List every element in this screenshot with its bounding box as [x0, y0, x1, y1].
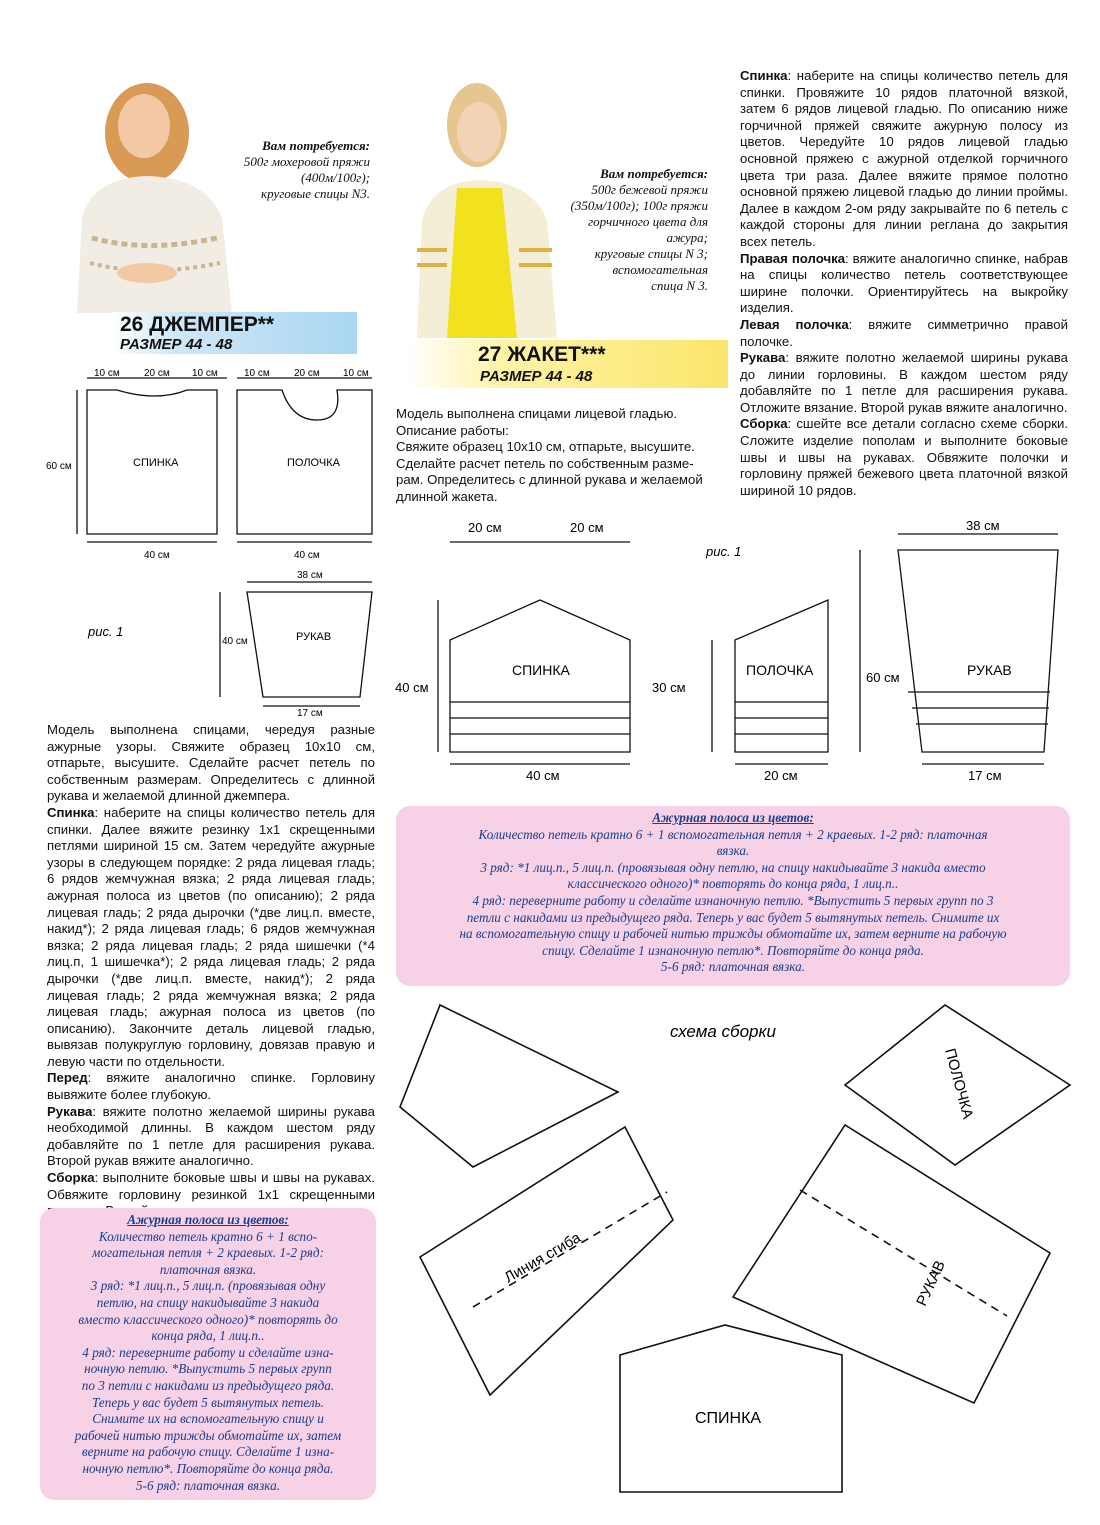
- intro-27: [396, 406, 732, 506]
- section-text: : наберите на спицы количество петель для спинки. Далее вяжите резинку 1х1 скрещенными петлями шириной 15 см. Затем чередуйте ажурные узоры в следующем порядке: 2 ряда лицевая гладь; 6 рядов жемчужная вязка; 2 ряда лицевая гладь; ажурная полоса из цветов (по описанию); 2 ряда лицевая гладь; 2 ряда дырочки (*две лиц.п. вместе, накид*); 2 ряда лицевая гладь; 6 рядов жемчужная вязка; 2 ряда лицевая гладь; 2 ряда шишечки (*4 лиц.п, 1 шишечка*); 2 ряда лицевая гладь; 2 ряда дырочки (*две лиц.п. вместе, накид*); 2 ряда лицевая гладь; 2 ряда жемчужная вязка; 2 ряда лицевая гладь; ажурная полоса из цветов (по описанию). Закончите деталь лицевой гладью, вывязав полукруглую горловину, довязав правую и левую части по отдельности.: [47, 804, 375, 1069]
- dim-label: 38 см: [297, 570, 323, 581]
- lace-line: петлю, на спицу накидывайте 3 накида: [96, 1294, 320, 1310]
- back-label: СПИНКА: [695, 1410, 762, 1427]
- sleeve-label: РУКАВ: [296, 631, 332, 643]
- lace-line: ночную петлю. *Выпустить 5 первых групп: [84, 1361, 332, 1377]
- dim-label: 20 см: [764, 768, 798, 783]
- dim-label: 20 см: [294, 368, 320, 379]
- needs-line: круговые спицы N 3;: [594, 246, 708, 261]
- title-band-26: [112, 312, 357, 354]
- materials-list-26: [190, 138, 370, 202]
- dim-label: 10 см: [343, 368, 369, 379]
- pattern-title: 27 ЖАКЕТ***: [478, 343, 606, 366]
- back-label: СПИНКА: [512, 662, 570, 678]
- assembly-scheme: [390, 995, 1090, 1505]
- section-text: : вяжите аналогично спинке, набрав на спицы количество петель соответствующее ширине полочки. Ориентируйтесь на выкройку изделия.: [740, 250, 1068, 316]
- lace-line: вязка.: [716, 843, 750, 859]
- fold-line-label: Линия сгиба: [501, 1229, 584, 1287]
- dim-label: 30 см: [652, 680, 686, 695]
- intro-paragraph: Модель выполнена спицами, чередуя разные ажурные узоры. Свяжите образец 10х10 см, отпарьте, высушите. Сделайте расчет петель по собственным размерам. Определитесь с длинной рукава и желаемой длинной джемпера.: [47, 722, 375, 804]
- sleeve-label: РУКАВ: [913, 1258, 949, 1309]
- needs-line: круговые спицы N3.: [261, 186, 370, 201]
- lace-line: 5-6 ряд: платочная вязка.: [135, 1477, 281, 1493]
- lace-line: 3 ряд: *1 лиц.п., 5 лиц.п. (провязывая одну: [90, 1278, 326, 1294]
- needs-line: (400м/100г);: [301, 170, 370, 185]
- section-heading: Спинка: [47, 804, 95, 820]
- dim-label: 10 см: [244, 368, 270, 379]
- section-heading: Перед: [47, 1070, 88, 1086]
- needs-line: (350м/100г); 100г пряжи: [570, 198, 708, 213]
- lace-line: верните на рабочую спицу. Сделайте 1 изна-: [81, 1444, 335, 1460]
- intro-line: Сделайте расчет петель по собственным разме-: [396, 455, 694, 471]
- intro-line: Описание работы:: [396, 422, 509, 438]
- dim-label: 10 см: [192, 368, 218, 379]
- lace-line: платочная вязка.: [159, 1261, 257, 1277]
- intro-line: длинной жакета.: [396, 488, 498, 504]
- dim-label: 17 см: [297, 708, 323, 719]
- needs-line: спица N 3.: [651, 278, 708, 293]
- section-heading: Сборка: [740, 416, 788, 432]
- lace-title: Ажурная полоса из цветов:: [652, 810, 814, 825]
- dim-label: 40 см: [144, 550, 170, 561]
- dim-label: 20 см: [144, 368, 170, 379]
- needs-line: 500г мохеровой пряжи: [243, 154, 370, 169]
- lace-line: Снимите их на вспомогательную спицу и: [92, 1411, 324, 1427]
- front-label: ПОЛОЧКА: [287, 457, 340, 469]
- section-heading: Левая полочка: [740, 316, 849, 332]
- lace-line: ночную петлю*. Повторяйте до конца ряда.: [82, 1460, 334, 1476]
- pattern-size: РАЗМЕР 44 - 48: [120, 336, 233, 353]
- lace-line: на вспомогательную спицу и рабочей нитью трижды обмотайте их, затем верните на рабочую: [459, 926, 1007, 942]
- section-text: : выполните боковые швы и швы на рукавах. Обвяжите горловину резинкой 1х1 скрещенными: [47, 1170, 375, 1202]
- materials-list-27: [520, 166, 708, 294]
- lace-line: классического одного)* повторять до конца ряда, 1 лиц.п..: [567, 876, 899, 892]
- section-heading: Сборка: [47, 1170, 95, 1186]
- pattern-size: РАЗМЕР 44 - 48: [480, 368, 593, 385]
- pattern-diagram-27: [390, 512, 1090, 792]
- lace-line: рабочей нитью трижды обмотайте их, затем: [74, 1427, 342, 1443]
- section-text: : вяжите полотно желаемой ширины рукава до линии горловины. В каждом шестом ряду добавляйте по 1 петле для расширения рукава. Отложите вязание. Второй рукав вяжите аналогично.: [740, 350, 1068, 415]
- lace-line: спицу. Сделайте 1 изнаночную петлю*. Повторяйте до конца ряда.: [542, 942, 924, 958]
- lace-line: конца ряда, 1 лиц.п..: [151, 1328, 265, 1344]
- front-label: ПОЛОЧКА: [746, 662, 814, 678]
- pattern-diagram-26: [40, 362, 390, 720]
- dim-label: 38 см: [966, 518, 1000, 533]
- lace-line: петли с накидами из предыдущего ряда. Теперь у вас будет 5 вытянутых петель. Снимите их: [466, 909, 1000, 925]
- dim-label: 20 см: [468, 520, 502, 535]
- intro-line: Модель выполнена спицами лицевой гладью.: [396, 406, 678, 421]
- needs-line: ажура;: [666, 230, 708, 245]
- dim-label: 60 см: [46, 461, 72, 472]
- section-text: : вяжите симметрично правой полочке.: [740, 316, 1068, 349]
- needs-line: 500г бежевой пряжи: [591, 182, 708, 197]
- dim-label: 40 см: [395, 680, 429, 695]
- figure-label: рис. 1: [88, 624, 124, 639]
- pattern-title: 26 ДЖЕМПЕР**: [120, 313, 275, 336]
- lace-line: Количество петель кратно 6 + 1 вспо-: [98, 1228, 318, 1244]
- needs-line: вспомогательная: [612, 262, 708, 277]
- lace-line: вместо классического одного)* повторять до: [78, 1311, 338, 1327]
- lace-line: по 3 петли с накидами из предыдущего ряда.: [81, 1377, 335, 1393]
- lace-title: Ажурная полоса из цветов:: [127, 1212, 289, 1227]
- lace-line: 4 ряд: переверните работу и сделайте изна-: [82, 1344, 334, 1360]
- lace-line: Количество петель кратно 6 + 1 вспомогательная петля + 2 краевых. 1-2 ряд: платочная: [478, 826, 988, 842]
- dim-label: 40 см: [294, 550, 320, 561]
- lace-instructions-26: [40, 1208, 376, 1500]
- instructions-26: [47, 722, 375, 1220]
- scheme-title: схема сборки: [670, 1022, 776, 1041]
- section-text: : наберите на спицы количество петель для спинки. Провяжите 10 рядов платочной вязкой, затем 6 рядов лицевой гладью. По описанию ниже горчичной пряжей свяжите ажурную полосу из цветов. Чередуйте 10 рядов лицевой гладью основной пряжею с ажурной отделкой горчичного цвета три раза. Далее вяжите прямое полотно основной пряжею лицевой гладью до линии проймы. Далее в каждом 2-ом ряду закрывайте по 6 петель с каждой стороны для линии реглана до закрытия всех петель.: [740, 68, 1068, 249]
- instructions-27: [740, 68, 1068, 499]
- lace-line: 4 ряд: переверните работу и сделайте изнаночную петлю. *Выпустить 5 первых групп по 3: [472, 892, 994, 908]
- figure-label: рис. 1: [706, 544, 742, 559]
- sleeve-label: РУКАВ: [967, 662, 1012, 678]
- section-heading: Спинка: [740, 68, 788, 83]
- polochka-label: ПОЛОЧКА: [941, 1046, 977, 1121]
- dim-label: 17 см: [968, 768, 1002, 783]
- lace-line: могательная петля + 2 краевых. 1-2 ряд:: [92, 1245, 324, 1261]
- intro-line: Свяжите образец 10х10 см, отпарьте, высушите.: [396, 439, 695, 455]
- needs-title: Вам потребуется:: [262, 138, 370, 153]
- section-text: : сшейте все детали согласно схеме сборки. Сложите изделие пополам и выполните боковые швы и швы на рукавах. Обвяжите полочки и горловину пряжей бежевого цвета платочной вязкой шириной 10 рядов.: [740, 416, 1068, 498]
- needs-title: Вам потребуется:: [600, 166, 708, 181]
- section-text: : вяжите аналогично спинке. Горловину вывяжите более глубокую.: [47, 1070, 375, 1103]
- lace-line: 5-6 ряд: платочная вязка.: [660, 959, 806, 975]
- section-heading: Рукава: [47, 1103, 93, 1119]
- title-band-27: [408, 340, 728, 388]
- dim-label: 20 см: [570, 520, 604, 535]
- intro-line: рам. Определитесь с длинной рукава и желаемой: [396, 472, 703, 488]
- lace-line: 3 ряд: *1 лиц.п., 5 лиц.п. (провязывая одну петлю, на спицу накидывайте 3 накида вместо: [480, 859, 986, 875]
- dim-label: 40 см: [222, 636, 248, 647]
- lace-instructions-27: [396, 806, 1070, 986]
- needs-line: горчичного цвета для: [588, 214, 708, 229]
- dim-label: 10 см: [94, 368, 120, 379]
- section-heading: Рукава: [740, 350, 786, 366]
- dim-label: 40 см: [526, 768, 560, 783]
- lace-line: Теперь у вас будет 5 вытянутых петель.: [92, 1394, 324, 1410]
- back-label: СПИНКА: [133, 457, 179, 469]
- dim-label: 60 см: [866, 670, 900, 685]
- section-heading: Правая полочка: [740, 250, 846, 266]
- section-text: : вяжите полотно желаемой ширины рукава необходимой длинны. В каждом шестом ряду добавляйте по 1 петле для расширения рукава. Второй рукав вяжите аналогично.: [47, 1103, 375, 1169]
